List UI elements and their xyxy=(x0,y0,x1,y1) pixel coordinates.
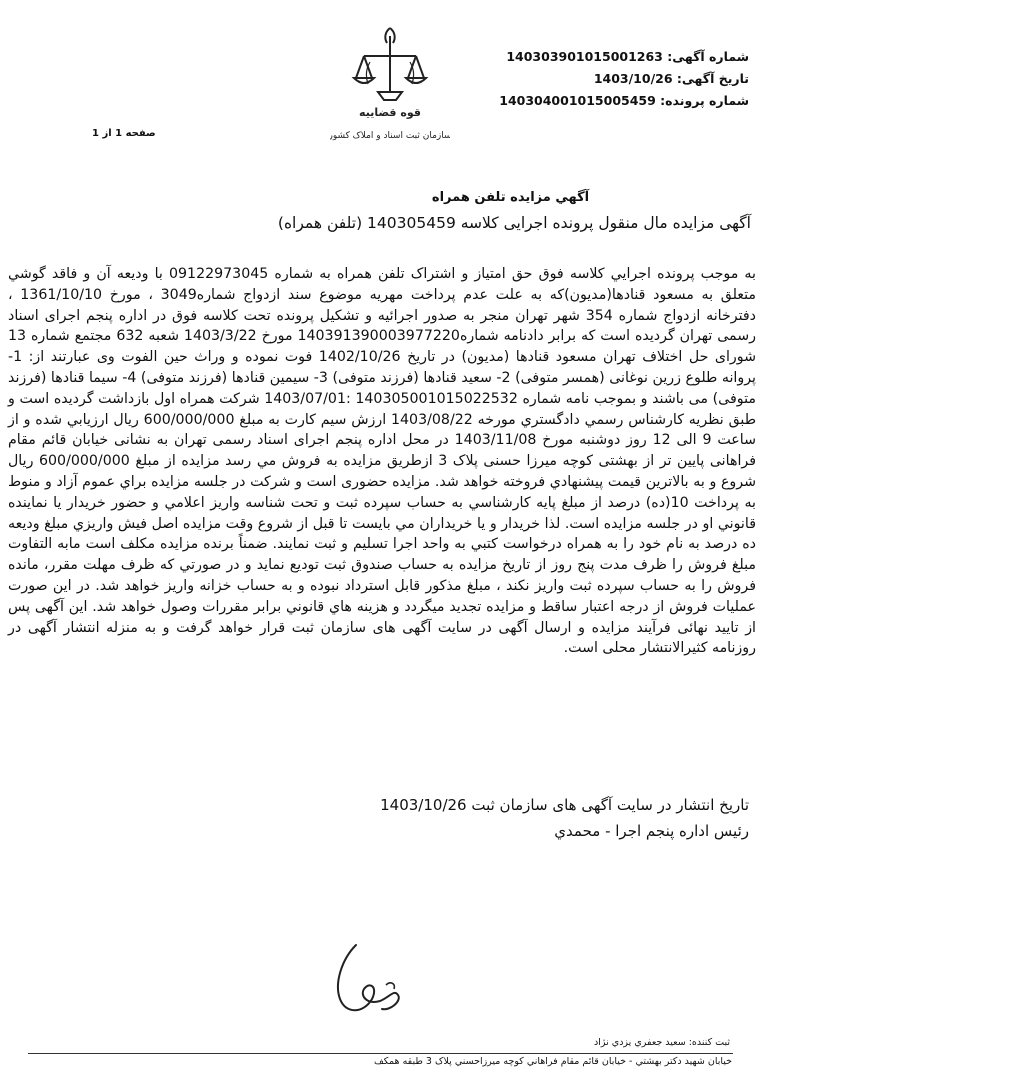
publication-date-line: تاریخ انتشار در سایت آگهی های سازمان ثبت 1403/10/26 xyxy=(380,796,749,814)
case-number-label: شماره پرونده: xyxy=(660,93,749,108)
notice-date-label: تاریخ آگهی: xyxy=(676,71,749,86)
page-number: صفحه 1 از 1 xyxy=(92,128,156,139)
svg-text:قوه قضاییه: قوه قضاییه xyxy=(359,106,421,119)
registrar-name: سعيد جعفري يزدي نژاد xyxy=(593,1037,686,1048)
judiciary-logo xyxy=(330,22,450,152)
signature-image xyxy=(294,925,434,1035)
handwritten-signature xyxy=(294,925,434,1035)
signatory: رئیس اداره پنجم اجرا - محمدي xyxy=(554,822,749,840)
case-number-row xyxy=(489,90,749,112)
footer-divider xyxy=(28,1053,733,1054)
registrar-label: ثبت کننده: xyxy=(688,1037,730,1048)
case-number: 140304001015005459 xyxy=(499,93,656,108)
notice-body xyxy=(8,264,756,659)
office-address: خيابان شهيد دکتر بهشتي - خيابان قائم مقام فراهاني کوچه ميرزاحسني پلاک 3 طبقه همکف xyxy=(373,1056,732,1067)
notice-paragraph: به موجب پرونده اجرايي كلاسه فوق حق امتياز و اشتراک تلفن همراه به شماره 09122973045 با وديعه آن و فاقد گوشي متعلق به مسعود قنادها(مدیون)كه به علت عدم پرداخت مهریه موضوع سند ازدواج شماره3049 ، مورخ 1361/10/10 ، دفترخانه ازدواج شماره 354 شهر تهران منجر به صدور اجرائيه و تشكيل پرونده تحت كلاسه فوق در اداره پنجم اجرای اسناد رسمی تهران گرديده است كه برابر دادنامه شماره140391390003977220 مورخ 1403/3/22 شعبه 632 مجتمع شماره 13 شورای حل اختلاف تهران مسعود قنادها (مدیون) در تاریخ 1402/10/26 فوت نموده و وراث حین الفوت وی عبارتند از: 1- پروانه طلوع زرین نوغانی (همسر متوفی) 2- سعید قنادها (فرزند متوفی) 3- سیمین قنادها (فرزند متوفی) 4- سیما قنادها (فرزند متوفی) می باشند و بموجب نامه شماره 140305001015022532 :1403/07/01 شرکت همراه اول بازداشت گرديده است و طبق نظريه كارشناس رسمي دادگستري مورخه 1403/08/22 ارزش سیم کارت به مبلغ 600/000/000 ريال ارزيابي شده و از ساعت 9 الی 12 روز دوشنبه مورخ 1403/11/08 در محل اداره پنجم اجرای اسناد رسمی تهران به نشانی خیابان قائم مقام فراهانی پایین تر از بهشتی کوچه میرزا حسنی پلاک 3 ازطريق مزايده به فروش مي رسد مزايده از مبلغ 600/000/000 ريال شروع و به بالاترين قيمت پيشنهادي فروخته خواهد شد. مزایده حضوری است و شركت در جلسه مزايده براي عموم آزاد و منوط به پرداخت 10(ده) درصد از مبلغ پايه كارشناسي به حساب سپرده ثبت و تحت شناسه واريز اعلامي و حضور خريدار يا نماينده قانوني او در جلسه مزايده است. لذا خریدار و یا خريداران مي بايست تا قبل از شروع وقت مزايده اصل فيش واريزي مبلغ وديعه ده درصد به نام خود را به همراه درخواست كتبي به واحد اجرا تسليم و ثبت نمايند. ضمناً برنده مزايده مكلف است مابه التفاوت مبلغ فروش را ظرف مدت پنج روز از تاريخ مزايده به حساب صندوق ثبت توديع نمايد و در صورتي كه ظرف مهلت مقرر، مانده فروش را به حساب سپرده ثبت واريز نكند ، مبلغ مذكور قابل استرداد نبوده و به حساب خزانه واريز خواهد شد. در اين صورت عمليات فروش از درجه اعتبار ساقط و مزايده تجديد ميگردد و هزينه هاي قانوني برابر مقررات وصول خواهد شد. این آگهی پس از تایید نهائی فرآیند مزایده و ارسال آگهی در سایت آگهی های سازمان ثبت قرار خواهد گرفت و به منزله انتشار آگهی در روزنامه کثیرالانتشار محلی است. xyxy=(8,266,757,657)
notice-number: 140303901015001263 xyxy=(506,49,663,64)
publication-info xyxy=(249,792,749,844)
notice-meta xyxy=(489,46,749,112)
svg-text:سازمان ثبت اسناد و املاک کشور: سازمان ثبت اسناد و املاک کشور xyxy=(330,131,450,141)
judiciary-scales-emblem-icon xyxy=(330,22,450,152)
document-subtitle: آگهی مزایده مال منقول پرونده اجرایی کلاسه 140305459 (تلفن همراه) xyxy=(277,214,751,232)
notice-date: 1403/10/26 xyxy=(593,71,673,86)
document-title: آگهي مزايده تلفن همراه xyxy=(431,190,590,205)
notice-date-row xyxy=(489,68,749,90)
registrar-info xyxy=(470,1037,730,1048)
notice-number-label: شماره آگهی: xyxy=(667,49,749,64)
notice-number-row xyxy=(489,46,749,68)
